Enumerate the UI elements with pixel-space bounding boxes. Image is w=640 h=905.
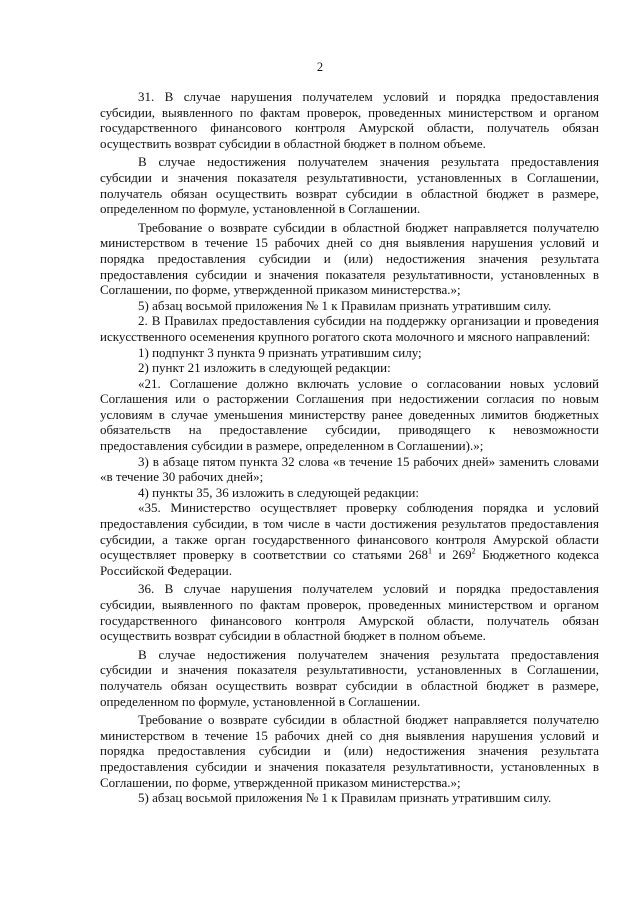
paragraph-36-refund-demand: Требование о возврате субсидии в областной бюджет направляется получателю министерством в течение 15 рабочих дней со дня выявления нарушения условий и порядка предоставления субсидии и (или) недостижения значения результата предоставления субсидии и значения показателя результативности, установленных в Соглашении, по форме, утвержденной приказом министерства.»; <box>100 712 599 790</box>
paragraph-21-quote: «21. Соглашение должно включать условие о согласовании новых условий Соглашения или о расторжении Соглашения при недостижении согласия по новым условиям в случае уменьшения министерству ранее доведенных лимитов бюджетных обязательств на предоставление субсидии, приводящего к невозможности предоставления субсидии в размере, определенном в Соглашении).»; <box>100 375 599 454</box>
paragraph-31: 31. В случае нарушения получателем условий и порядка предоставления субсидии, выявленного по фактам проверок, проведенных министерством и органом государственного финансового контроля Амурской области, получатель обязан осуществить возврат субсидии в областной бюджет в полном объеме. <box>100 89 599 151</box>
subitem-4: 4) пункты 35, 36 изложить в следующей редакции: <box>138 484 419 500</box>
subitem-1: 1) подпункт 3 пункта 9 признать утратившим силу; <box>138 344 422 360</box>
paragraph-35-mid: и 269 <box>431 547 472 563</box>
superscript-2: 2 <box>471 546 476 556</box>
paragraph-31-nondevelopment: В случае недостижения получателем значения результата предоставления субсидии и значения показателя результативности, установленных в Соглашении, получатель обязан осуществить возврат субсидии в областной бюджет в размере, определенном по формуле, установленной в Соглашении. <box>100 154 599 217</box>
document-body <box>100 89 599 806</box>
item-5-repeal-2: 5) абзац восьмой приложения № 1 к Правилам признать утратившим силу. <box>138 790 552 806</box>
item-5-repeal: 5) абзац восьмой приложения № 1 к Правилам признать утратившим силу. <box>138 297 552 313</box>
paragraph-35-tail: Бюджетного кодекса Российской Федерации. <box>100 547 600 578</box>
paragraph-35-text: «35. Министерство осуществляет проверку соблюдения порядка и условий предоставления субсидии, в том числе в части достижения результатов предоставления субсидии, а также орган государственного финансового контроля Амурской области осуществляет проверку в соответствии со статьями 268 <box>100 500 599 563</box>
paragraph-36: 36. В случае нарушения получателем условий и порядка предоставления субсидии, выявленного по фактам проверок, проведенных министерством и органом государственного финансового контроля Амурской области, получатель обязан осуществить возврат субсидии в областной бюджет в полном объеме. <box>100 581 599 644</box>
subitem-2: 2) пункт 21 изложить в следующей редакции: <box>138 360 391 376</box>
item-2-rules: 2. В Правилах предоставления субсидии на поддержку организации и проведения искусственного осеменения крупного рогатого скота молочного и мясного направлений: <box>100 313 599 344</box>
superscript-1: 1 <box>427 546 432 556</box>
paragraph-31-refund-demand: Требование о возврате субсидии в областной бюджет направляется получателю министерством в течение 15 рабочих дней со дня выявления нарушения условий и порядка предоставления субсидии и (или) недостижения значения результата предоставления субсидии и значения показателя результативности, установленных в Соглашении, по форме, утвержденной приказом министерства.»; <box>100 219 599 298</box>
paragraph-35-quote <box>100 500 599 578</box>
subitem-3: 3) в абзаце пятом пункта 32 слова «в течение 15 рабочих дней» заменить словами «в течение 30 рабочих дней»; <box>100 453 599 485</box>
page-number: 2 <box>316 60 324 74</box>
paragraph-36-nondevelopment: В случае недостижения получателем значения результата предоставления субсидии и значения показателя результативности, установленных в Соглашении, получатель обязан осуществить возврат субсидии в областной бюджет в размере, определенном по формуле, установленной в Соглашении. <box>100 646 599 709</box>
